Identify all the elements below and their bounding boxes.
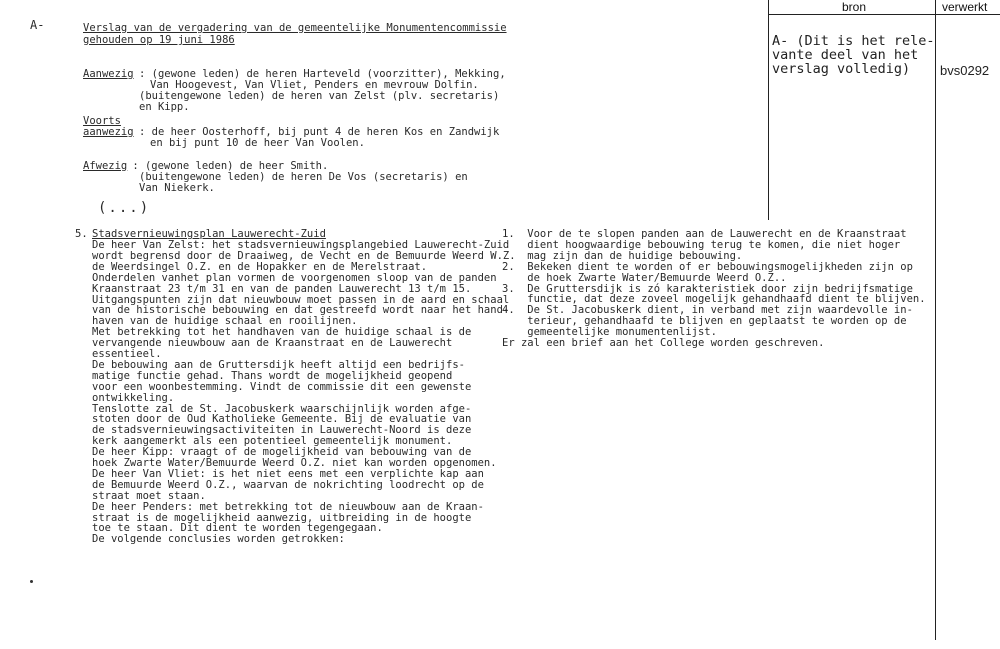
text-line: 3. De Gruttersdijk is zó karakteristiek door zijn bedrijfsmatige (502, 282, 913, 295)
afwezig-line: (buitengewone leden) de heren De Vos (secretaris) en (139, 171, 468, 183)
text-line: wordt begrensd door de Draaiweg, de Vecht en de Bemuurde Weerd W.Z. (92, 249, 516, 262)
verwerkt-value: bvs0292 (940, 63, 990, 78)
text-line: de stadsvernieuwingsactiviteiten in Lauwerecht-Noord is deze (92, 424, 472, 437)
text-line: gemeentelijke monumentenlijst. (502, 326, 717, 339)
text-line: De heer Van Vliet: is het niet eens met een verplichte kap aan (92, 467, 484, 480)
text-line: toe te staan. Dit dient te worden tegengegaan. (92, 522, 383, 535)
text-line: dient hoogwaardige bebouwing terug te komen, die niet hoger (502, 238, 901, 251)
table-divider-left (768, 0, 769, 220)
text-line: de hoek Zwarte Water/Bemuurde Weerd O.Z.. (502, 271, 787, 284)
text-line: van de historische bebouwing en dat gestreefd wordt naar het hand- (92, 304, 510, 317)
margin-dot (30, 580, 33, 583)
aanwezig-line: Van Hoogevest, Van Vliet, Penders en mevrouw Dolfin. (150, 79, 479, 91)
text-line: hoek Zwarte Water/Bemuurde Weerd O.Z. niet kan worden opgenomen. (92, 457, 497, 469)
voorts-line: : de heer Oosterhoff, bij punt 4 de heren Kos en Zandwijk (139, 126, 500, 138)
text-line: functie, dat deze zoveel mogelijk gehandhaafd dient te blijven. (502, 293, 926, 306)
item-number: 5. (75, 228, 88, 240)
text-line: 1. Voor de te slopen panden aan de Lauwerecht en de Kraanstraat (502, 228, 907, 240)
aanwezig-line: (buitengewone leden) de heren van Zelst (plv. secretaris) (139, 90, 500, 102)
verwerkt-header: verwerkt (942, 0, 988, 14)
text-line: mag zijn dan de huidige bebouwing. (502, 249, 743, 262)
text-line: De heer Van Zelst: het stadsvernieuwingsplangebied Lauwerecht-Zuid (92, 239, 510, 251)
text-line: De heer Penders: met betrekking tot de nieuwbouw aan de Kraan- (92, 500, 484, 513)
voorts-aanwezig-label: aanwezig (83, 126, 134, 138)
text-line: terieur, gehandhaafd te blijven en geplaatst te worden op de (502, 315, 907, 328)
text-line: De heer Kipp: vraagt of de mogelijkheid van bebouwing van de (92, 446, 472, 459)
report-title: Verslag van de vergadering van de gemeentelijke Monumentencommissie (83, 22, 507, 34)
text-line: Uitgangspunten zijn dat nieuwbouw moet passen in de aard en schaal (92, 293, 510, 306)
aanwezig-line: en Kipp. (139, 101, 190, 113)
text-line: Kraanstraat 23 t/m 31 en van de panden Lauwerecht 13 t/m 15. (92, 282, 472, 295)
voorts-label: Voorts (83, 115, 121, 127)
text-line: Tenslotte zal de St. Jacobuskerk waarschijnlijk worden afge- (92, 402, 472, 415)
afwezig-line: : (gewone leden) de heer Smith. (126, 160, 329, 172)
text-line: Onderdelen vanhet plan vormen de voorgenomen sloop van de panden (92, 271, 497, 284)
bron-note-line: verslag volledig) (772, 61, 911, 77)
text-line: 4. De St. Jacobuskerk dient, in verband met zijn waardevolle in- (502, 304, 913, 317)
text-line: essentieel. (92, 348, 162, 360)
bron-note-line: vante deel van het (772, 47, 919, 63)
text-line: Met betrekking tot het handhaven van de huidige schaal is de (92, 326, 472, 339)
afwezig-line: Van Niekerk. (139, 182, 215, 194)
text-line: Er zal een brief aan het College worden geschreven. (502, 337, 825, 349)
text-line: straat moet staan. (92, 489, 206, 502)
omission-ellipsis: (...) (98, 200, 151, 216)
bron-header: bron (842, 0, 867, 14)
afwezig-label: Afwezig (83, 160, 128, 172)
text-line: straat is de mogelijkheid aanwezig, uitbreiding in de hoogte (92, 511, 472, 524)
item-title: Stadsvernieuwingsplan Lauwerecht-Zuid (92, 228, 326, 240)
text-line: voor een woonbestemming. Vindt de commissie dit een gewenste (92, 380, 472, 393)
bron-note-line: A- (Dit is het rele- (772, 33, 935, 49)
text-line: vervangende nieuwbouw aan de Kraanstraat en de Lauwerecht (92, 337, 453, 350)
aanwezig-line: : (gewone leden) de heren Harteveld (voorzitter), Mekking, (139, 68, 506, 80)
text-line: ontwikkeling. (92, 391, 175, 404)
text-line: de Weerdsingel O.Z. en de Hopakker en de Merelstraat. (92, 260, 428, 273)
table-header-rule (768, 14, 1000, 15)
table-divider-right (935, 0, 936, 640)
text-line: 2. Bekeken dient te worden of er bebouwingsmogelijkheden zijn op (502, 260, 913, 273)
text-line: matige functie gehad. Thans wordt de mogelijkheid geopend (92, 369, 453, 382)
text-line: De bebouwing aan de Gruttersdijk heeft altijd een bedrijfs- (92, 358, 465, 371)
voorts-line: en bij punt 10 de heer Van Voolen. (150, 137, 365, 149)
margin-marker: A- (30, 18, 45, 32)
aanwezig-label: Aanwezig (83, 68, 134, 80)
text-line: de Bemuurde Weerd O.Z., waarvan de nokrichting loodrecht op de (92, 478, 484, 491)
report-date: gehouden op 19 juni 1986 (83, 34, 235, 46)
text-line: haven van de huidige schaal en rooilijnen. (92, 315, 358, 328)
text-line: stoten door de Oud Katholieke Gemeente. Bij de evaluatie van (92, 413, 472, 426)
text-line: kerk aangemerkt als een potentieel gemeentelijk monument. (92, 435, 453, 448)
text-line: De volgende conclusies worden getrokken: (92, 533, 345, 546)
